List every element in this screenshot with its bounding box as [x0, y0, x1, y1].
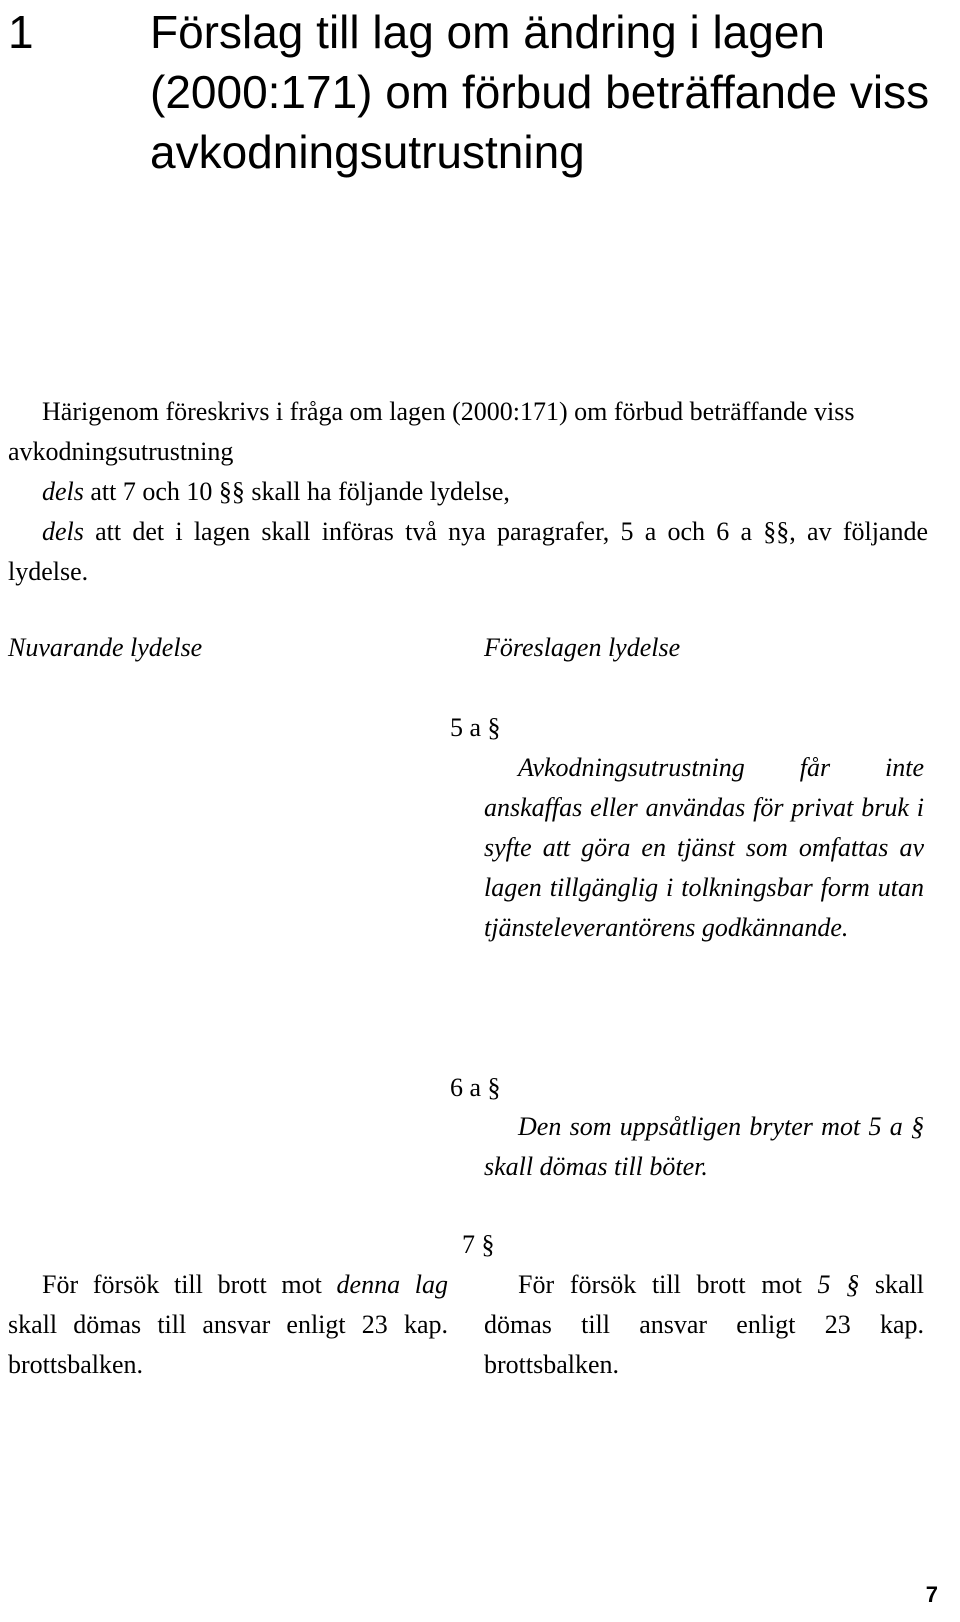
section-7-label: 7 § — [462, 1230, 495, 1259]
page-title: Förslag till lag om ändring i lagen (2000:171) om förbud beträffande viss avkodningsutrustning — [150, 6, 930, 178]
s7-current-italic: denna lag — [336, 1270, 449, 1299]
page-number: 7 — [925, 1582, 938, 1607]
s7-current-pre: För försök till brott mot — [42, 1270, 337, 1299]
section-6a-label: 6 a § — [450, 1073, 501, 1102]
dels-2-text: att det i lagen skall införas två nya paragrafer, 5 a och 6 a §§, av följande lydelse. — [8, 517, 928, 586]
s7-proposed-pre: För försök till brott mot — [518, 1270, 818, 1299]
intro-dels-1 — [8, 472, 928, 512]
dels-emphasis: dels — [42, 517, 84, 546]
s7-proposed-post: skall dömas till ansvar enligt 23 kap. brottsbalken. — [484, 1270, 925, 1379]
section-7-proposed-text — [484, 1265, 924, 1385]
intro-paragraph — [8, 392, 928, 592]
current-wording-header: Nuvarande lydelse — [8, 633, 203, 662]
intro-dels-2 — [8, 512, 928, 592]
section-7-current-text — [8, 1265, 448, 1385]
section-6a-text: Den som uppsåtligen bryter mot 5 a § skall dömas till böter. — [484, 1112, 924, 1181]
proposed-wording-header: Föreslagen lydelse — [484, 633, 681, 662]
s7-proposed-italic: 5 § — [817, 1270, 860, 1299]
dels-emphasis: dels — [42, 477, 84, 506]
section-5a-label: 5 a § — [450, 713, 501, 742]
intro-line: Härigenom föreskrivs i fråga om lagen (2000:171) om förbud beträffande viss avkodningsutrustning — [8, 397, 855, 466]
heading-number: 1 — [8, 6, 34, 58]
s7-current-post: skall dömas till ansvar enligt 23 kap. brottsbalken. — [8, 1310, 448, 1379]
section-5a-text: Avkodningsutrustning får inte anskaffas eller användas för privat bruk i syfte att göra en tjänst som omfattas av lagen tillgänglig i tolkningsbar form utan tjänsteleverantörens godkännande. — [484, 753, 924, 942]
dels-1-text: att 7 och 10 §§ skall ha följande lydelse, — [83, 477, 510, 506]
